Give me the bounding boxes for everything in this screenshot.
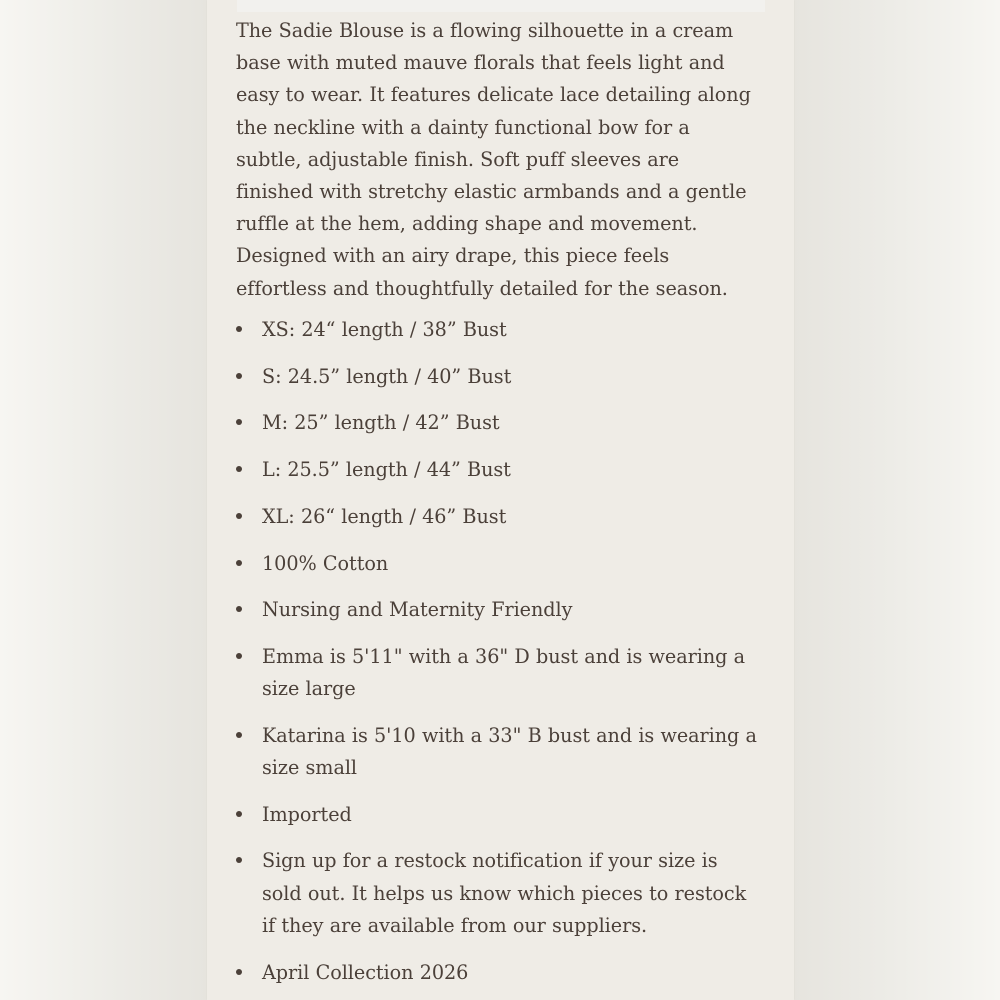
product-details-panel <box>207 0 794 1000</box>
fabric-detail: 100% Cotton <box>236 548 761 580</box>
product-details-list <box>236 314 761 989</box>
size-s-detail: S: 24.5” length / 40” Bust <box>236 361 761 393</box>
restock-note: Sign up for a restock notification if your size is sold out. It helps us know which pieces to restock if they are available from our suppliers. <box>236 845 761 942</box>
size-xl-detail: XL: 26“ length / 46” Bust <box>236 501 761 533</box>
top-image-edge <box>237 0 765 12</box>
emma-fit-detail: Emma is 5'11" with a 36" D bust and is wearing a size large <box>236 641 761 705</box>
size-l-detail: L: 25.5” length / 44” Bust <box>236 454 761 486</box>
size-xs-detail: XS: 24“ length / 38” Bust <box>236 314 761 346</box>
nursing-detail: Nursing and Maternity Friendly <box>236 594 761 626</box>
imported-detail: Imported <box>236 799 761 831</box>
product-description: The Sadie Blouse is a flowing silhouette in a cream base with muted mauve florals that feels light and easy to wear. It features delicate lace detailing along the neckline with a dainty functional bow for a subtle, adjustable finish. Soft puff sleeves are finished with stretchy elastic armbands and a gentle ruffle at the hem, adding shape and movement. Designed with an airy drape, this piece feels effortless and thoughtfully detailed for the season. <box>236 19 751 300</box>
collection-detail: April Collection 2026 <box>236 957 761 989</box>
katarina-fit-detail: Katarina is 5'10 with a 33" B bust and is wearing a size small <box>236 720 761 784</box>
product-description-content <box>236 15 761 984</box>
size-m-detail: M: 25” length / 42” Bust <box>236 407 761 439</box>
